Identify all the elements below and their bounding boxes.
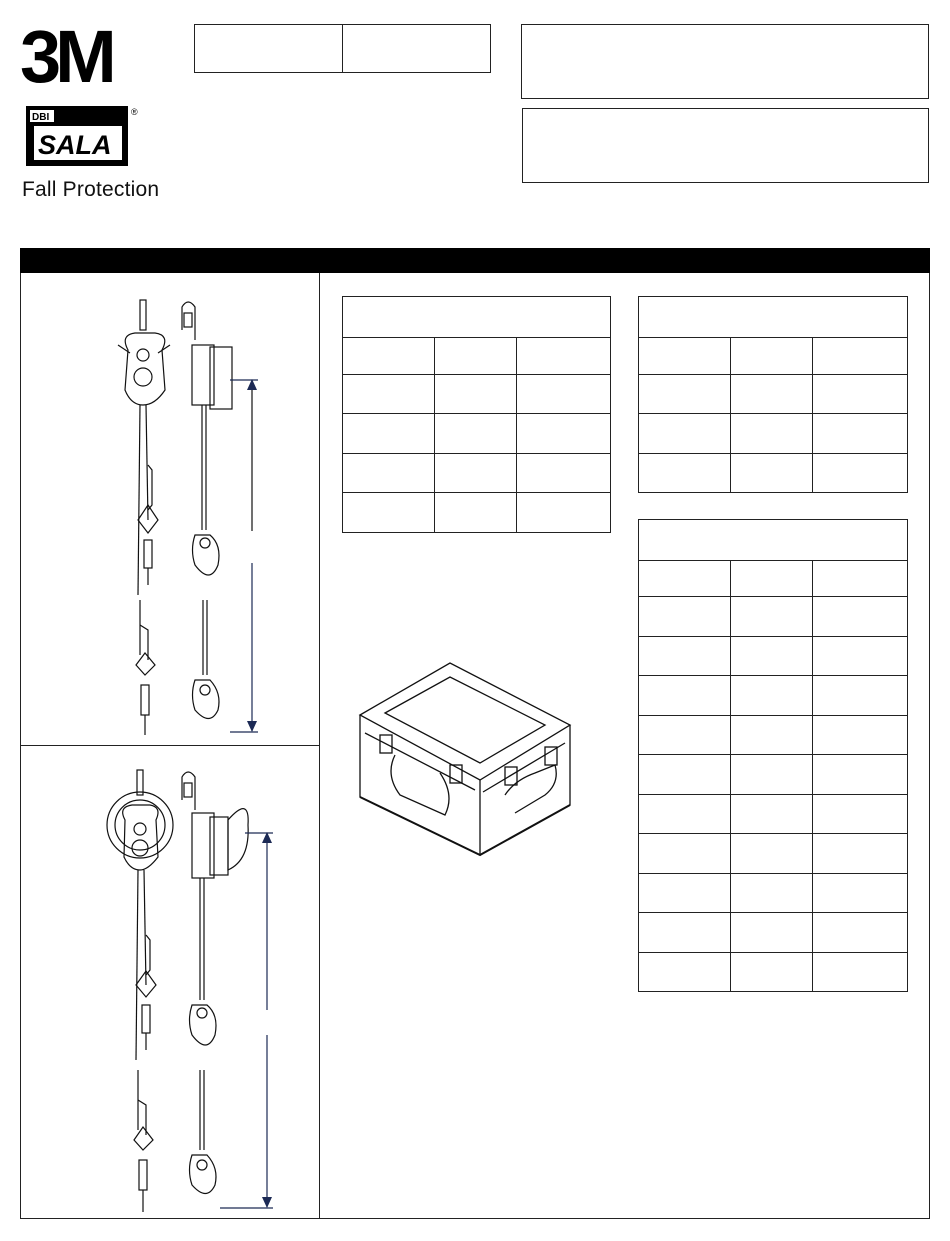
column-divider (319, 273, 320, 1219)
header-box-small-right (342, 24, 491, 73)
table-title (343, 297, 611, 338)
table-title (639, 297, 908, 338)
header-box-small-left (194, 24, 343, 73)
figure-divider (20, 745, 320, 746)
dbi-sala-logo (26, 106, 142, 166)
section-title-bar (20, 248, 930, 273)
svg-text:3M: 3M (20, 22, 111, 88)
upper-device-figure (100, 295, 280, 740)
carrying-case-figure (355, 655, 575, 860)
lower-device-figure (100, 765, 285, 1215)
header-box-large-bottom (522, 108, 929, 183)
tagline: Fall Protection (22, 178, 160, 201)
spec-table-left (342, 296, 611, 533)
3m-logo (20, 22, 142, 88)
svg-text:®: ® (131, 107, 138, 117)
svg-text:SALA: SALA (38, 130, 112, 160)
spec-table-right-top (638, 296, 908, 493)
table-title (639, 520, 908, 561)
spec-table-right-bottom (638, 519, 908, 992)
header-box-large-top (521, 24, 929, 99)
svg-text:DBI: DBI (32, 112, 50, 123)
